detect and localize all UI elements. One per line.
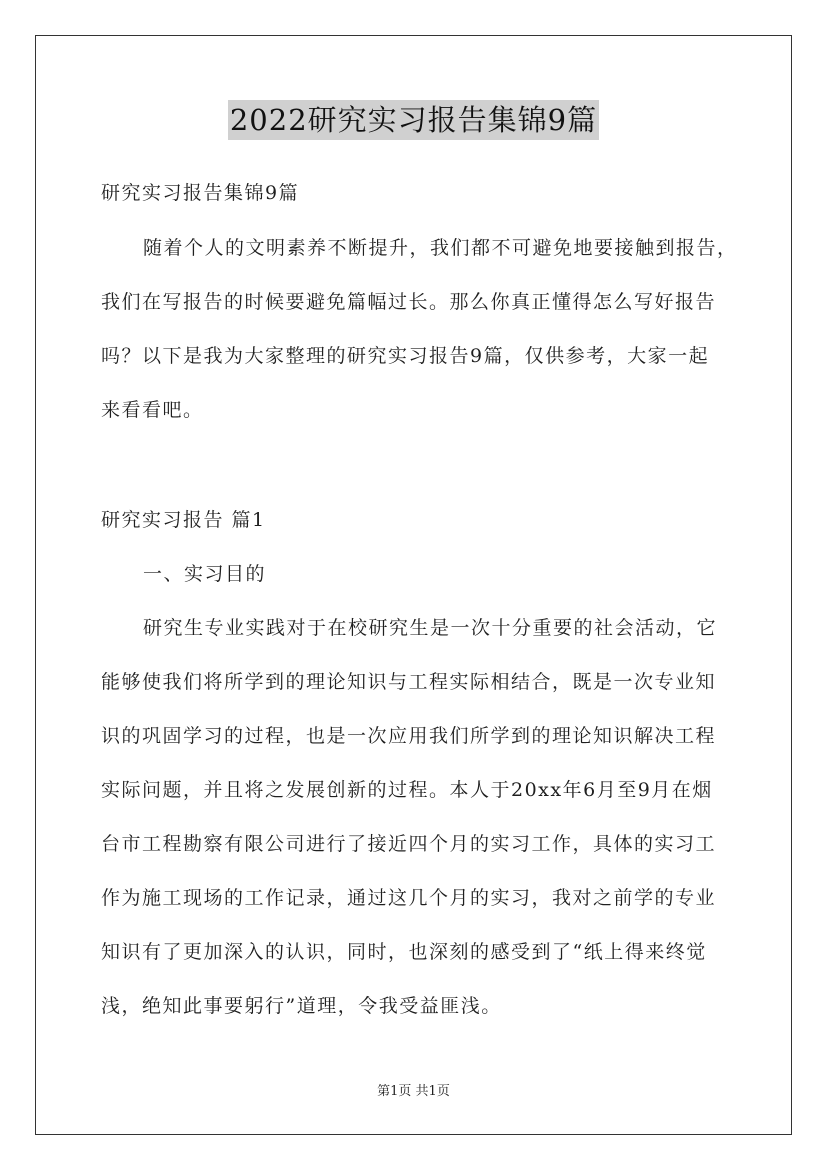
title-container [0,100,827,140]
intro-line: 随着个人的文明素养不断提升，我们都不可避免地要接触到报告， [143,237,738,259]
intro-line: 我们在写报告的时候要避免篇幅过长。那么你真正懂得怎么写好报告 [101,291,717,313]
intro-line: 来看看吧。 [101,399,204,421]
intro-line: 吗？以下是我为大家整理的研究实习报告9篇，仅供参考，大家一起 [101,345,710,367]
page-number: 第1页 共1页 [377,1084,450,1099]
body-line: 浅，绝知此事要躬行”道理，令我受益匪浅。 [101,995,502,1017]
document-subtitle: 研究实习报告集锦9篇 [101,182,300,204]
body-line: 识的巩固学习的过程，也是一次应用我们所学到的理论知识解决工程 [101,725,717,747]
body-line: 研究生专业实践对于在校研究生是一次十分重要的社会活动，它 [143,617,718,639]
document-title: 2022研究实习报告集锦9篇 [228,100,599,140]
subsection-heading: 一、实习目的 [143,563,267,585]
body-line: 作为施工现场的工作记录，通过这几个月的实习，我对之前学的专业 [101,887,717,909]
body-line: 实际问题，并且将之发展创新的过程。本人于20xx年6月至9月在烟 [101,779,713,801]
body-line: 知识有了更加深入的认识，同时，也深刻的感受到了“纸上得来终觉 [101,941,707,963]
body-line: 能够使我们将所学到的理论知识与工程实际相结合，既是一次专业知 [101,671,717,693]
section-heading: 研究实习报告 篇1 [101,509,266,531]
body-line: 台市工程勘察有限公司进行了接近四个月的实习工作，具体的实习工 [101,833,717,855]
